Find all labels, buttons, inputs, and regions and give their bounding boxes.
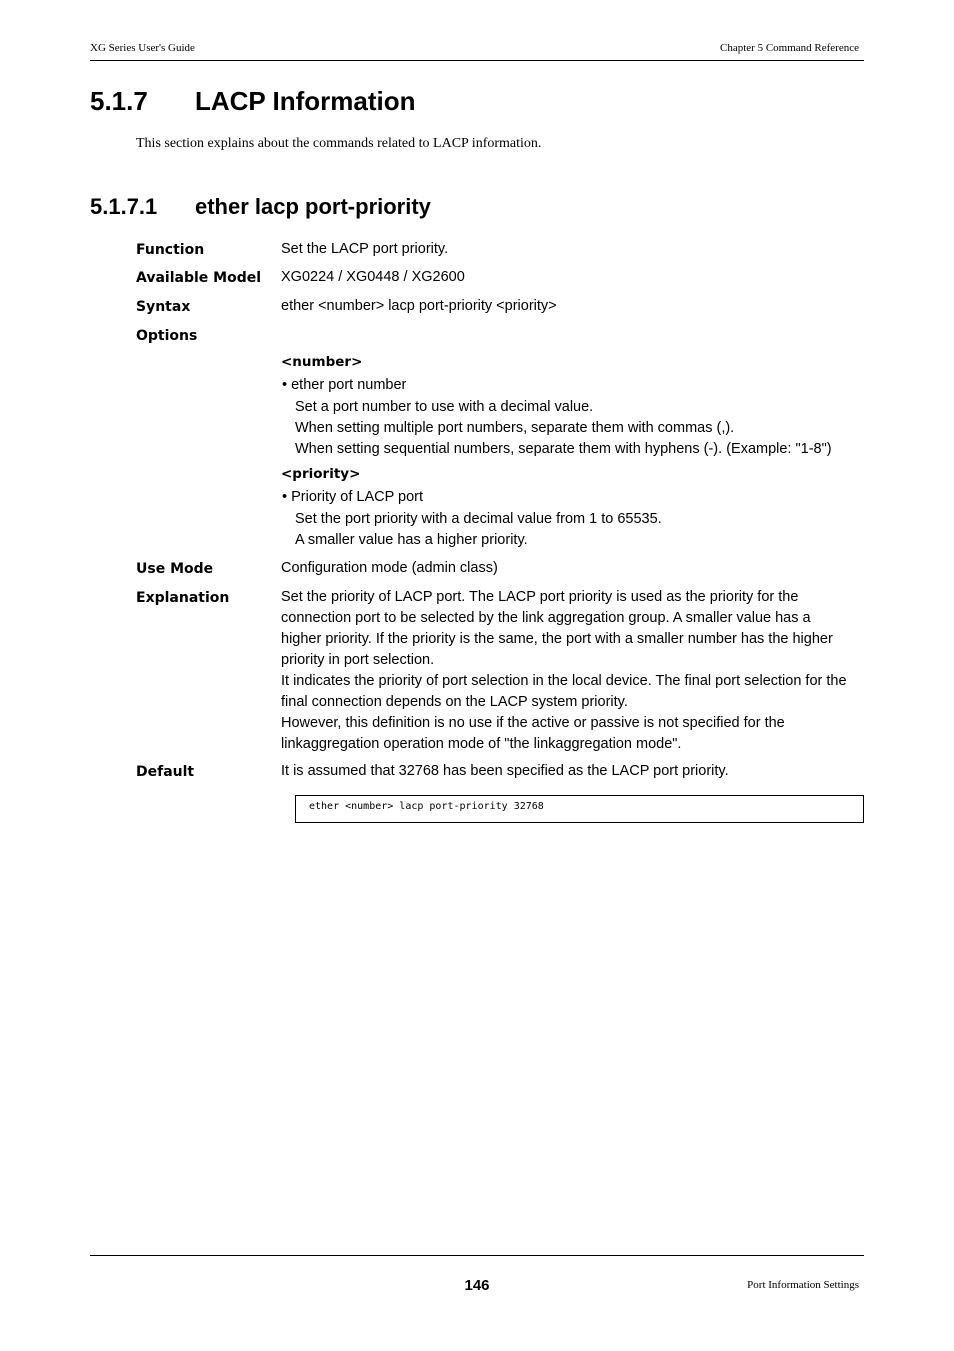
option-number-bullet-item (282, 377, 406, 393)
syntax-label: Syntax (136, 299, 191, 315)
explanation-line: However, this definition is no use if the active or passive is not specified for the (281, 715, 785, 731)
explanation-text (281, 587, 864, 755)
header-rule (90, 60, 864, 61)
use-mode-label: Use Mode (136, 561, 214, 577)
default-value: It is assumed that 32768 has been specified as the LACP port priority. (281, 763, 729, 779)
option-number-name: <number> (281, 354, 363, 370)
page-number: 146 (464, 1277, 490, 1294)
section-heading (90, 86, 416, 117)
option-priority-details (295, 509, 662, 551)
explanation-label: Explanation (136, 590, 230, 606)
subsection-number: 5.1.7.1 (90, 194, 158, 219)
syntax-value: ether <number> lacp port-priority <priority> (281, 298, 557, 314)
option-number-line: When setting multiple port numbers, separate them with commas (,). (295, 420, 735, 436)
option-priority-bullet: Priority of LACP port (291, 489, 424, 505)
option-number-details (295, 397, 832, 460)
default-label: Default (136, 764, 195, 780)
option-number-bullet: ether port number (291, 377, 407, 393)
subsection-heading (90, 194, 431, 220)
header-left: XG Series User's Guide (90, 42, 195, 54)
available-model-value: XG0224 / XG0448 / XG2600 (281, 269, 465, 285)
bullet-icon: • (282, 377, 288, 393)
use-mode-value: Configuration mode (admin class) (281, 560, 498, 576)
explanation-line: final connection depends on the LACP system priority. (281, 694, 628, 710)
explanation-line: Set the priority of LACP port. The LACP port priority is used as the priority for the (281, 589, 799, 605)
explanation-line: higher priority. If the priority is the same, the port with a smaller number has the higher (281, 631, 833, 647)
subsection-title: ether lacp port-priority (195, 194, 431, 219)
option-priority-bullet-item (282, 489, 423, 505)
bullet-icon: • (282, 489, 288, 505)
available-model-label: Available Model (136, 270, 262, 286)
section-title: LACP Information (195, 86, 416, 116)
explanation-line: linkaggregation operation mode of "the linkaggregation mode". (281, 736, 682, 752)
explanation-line: priority in port selection. (281, 652, 435, 668)
explanation-line: It indicates the priority of port selection in the local device. The final port selection for the (281, 673, 847, 689)
options-label: Options (136, 328, 198, 344)
header-right: Chapter 5 Command Reference (720, 42, 859, 54)
footer-right: Port Information Settings (747, 1279, 859, 1291)
section-intro: This section explains about the commands related to LACP information. (136, 136, 542, 151)
default-code: ether <number> lacp port-priority 32768 (309, 801, 544, 812)
default-code-box (295, 795, 864, 823)
footer-rule (90, 1255, 864, 1256)
option-number-line: Set a port number to use with a decimal value. (295, 399, 594, 415)
section-number: 5.1.7 (90, 86, 148, 116)
option-priority-line: A smaller value has a higher priority. (295, 532, 528, 548)
option-number-line: When setting sequential numbers, separate them with hyphens (-). (Example: "1-8") (295, 441, 832, 457)
function-label: Function (136, 242, 205, 258)
option-priority-name: <priority> (281, 466, 361, 482)
option-priority-line: Set the port priority with a decimal value from 1 to 65535. (295, 511, 662, 527)
explanation-line: connection port to be selected by the link aggregation group. A smaller value has a (281, 610, 811, 626)
function-value: Set the LACP port priority. (281, 241, 449, 257)
